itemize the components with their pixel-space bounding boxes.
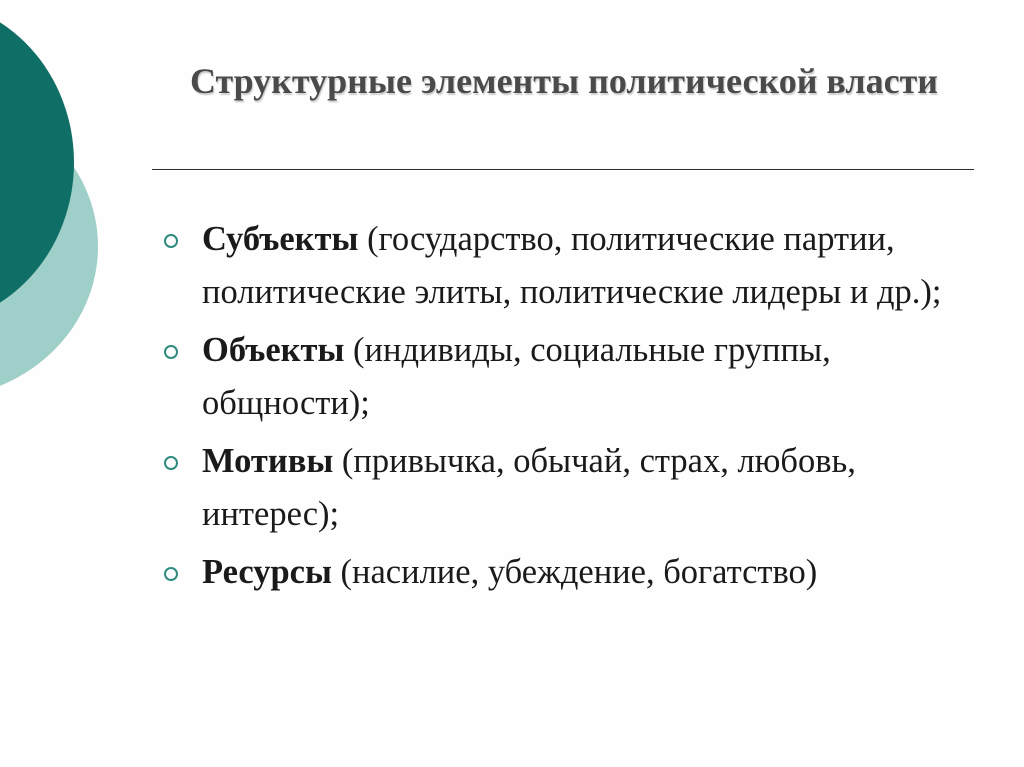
bullet-list — [164, 213, 984, 604]
bullet-item-motives — [164, 435, 984, 541]
bullet-detail: (привычка, обычай, страх, любовь, интерес); — [202, 442, 856, 533]
bullet-detail: (государство, политические партии, политические элиты, политические лидеры и др.); — [202, 220, 942, 311]
circle-outline-bullet-icon — [164, 345, 178, 359]
slide-title: Структурные элементы политической власти — [189, 61, 939, 101]
circle-outline-bullet-icon — [164, 567, 178, 581]
bullet-term: Субъекты — [202, 220, 359, 258]
title-divider — [152, 169, 974, 170]
circle-outline-bullet-icon — [164, 234, 178, 248]
bullet-detail: (насилие, убеждение, богатство) — [340, 553, 818, 591]
bullet-item-subjects — [164, 213, 984, 319]
bullet-term: Объекты — [202, 331, 345, 369]
bullet-item-resources — [164, 546, 984, 599]
bullet-term: Ресурсы — [202, 553, 332, 591]
circle-outline-bullet-icon — [164, 456, 178, 470]
bullet-term: Мотивы — [202, 442, 334, 480]
bullet-item-objects — [164, 324, 984, 430]
bullet-detail: (индивиды, социальные группы, общности); — [202, 331, 831, 422]
